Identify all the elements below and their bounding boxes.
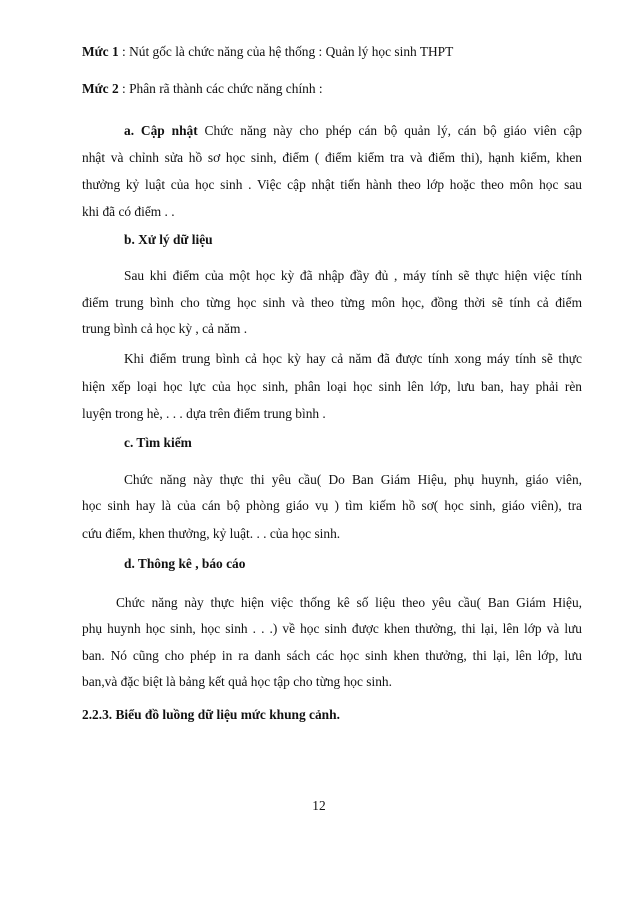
section-c-heading	[124, 434, 624, 452]
section-b-p1-line-1: Sau khi điểm của một học kỳ đã nhập đầy đủ , máy tính sẽ thực hiện việc tính	[124, 268, 582, 283]
section-a-line-2: nhật và chỉnh sửa hồ sơ học sinh, điểm ( điểm kiểm tra và điểm thi), hạnh kiểm, khen	[82, 150, 582, 165]
section-a-line-3: thưởng kỷ luật của học sinh . Việc cập nhật tiến hành theo lớp hoặc theo môn học sau	[82, 177, 582, 192]
level-2-text: : Phân rã thành các chức năng chính :	[118, 81, 323, 96]
section-b-p1-line-3: trung bình cả học kỳ , cả năm .	[82, 321, 248, 336]
section-d-line-1: Chức năng này thực hiện việc thống kê số liệu theo yêu cầu( Ban Giám Hiệu,	[116, 595, 582, 610]
level-2-label: Mức 2	[82, 81, 119, 96]
level-2-line	[82, 80, 582, 98]
section-b-p2-line-1: Khi điểm trung bình cả học kỳ hay cả năm đã được tính xong máy tính sẽ thực	[124, 351, 582, 366]
section-d-line-4: ban,và đặc biệt là bảng kết quả học tập cho từng học sinh.	[82, 674, 392, 689]
section-a-line-1	[124, 122, 582, 140]
level-1-line	[82, 43, 582, 61]
section-c-line-1: Chức năng này thực thi yêu cầu( Do Ban Giám Hiệu, phụ huynh, giáo viên,	[124, 472, 582, 487]
section-d-line-3: ban. Nó cũng cho phép in ra danh sách các học sinh khen thưởng, thi lại, lên lớp, lưu	[82, 648, 582, 663]
level-1-text: : Nút gốc là chức năng của hệ thống : Quản lý học sinh THPT	[118, 44, 454, 59]
section-d-heading	[124, 555, 624, 573]
section-b-p2-line-3: luyện trong hè, . . . dựa trên điểm trung bình .	[82, 406, 326, 421]
section-d-line-2: phụ huynh học sinh, học sinh . . .) về học sinh được khen thưởng, thi lại, lên lớp và lưu	[82, 621, 582, 636]
section-d-heading-text: d. Thông kê , báo cáo	[124, 556, 246, 571]
section-c-line-2: học sinh hay là của cán bộ phòng giáo vụ ) tìm kiếm hồ sơ( học sinh, giáo viên), tra	[82, 498, 582, 513]
section-c-heading-text: c. Tìm kiếm	[124, 435, 192, 450]
section-b-heading-text: b. Xử lý dữ liệu	[124, 232, 213, 247]
section-a-text-1: Chức năng này cho phép cán bộ quản lý, cán bộ giáo viên cập	[197, 123, 582, 138]
section-a-heading: a. Cập nhật	[124, 123, 198, 138]
section-b-heading	[124, 231, 624, 249]
page-number: 12	[312, 798, 326, 813]
section-223-heading-text: 2.2.3. Biểu đồ luồng dữ liệu mức khung cảnh.	[82, 707, 340, 722]
section-b-p1-line-2: điểm trung bình cho từng học sinh và theo từng môn học, đồng thời sẽ tính cả điểm	[82, 295, 582, 310]
section-b-p2-line-2: hiện xếp loại học lực của học sinh, phân loại học sinh lên lớp, lưu ban, hay phải rèn	[82, 379, 582, 394]
section-223-heading	[82, 706, 582, 724]
level-1-label: Mức 1	[82, 44, 119, 59]
section-c-line-3: cứu điểm, khen thưởng, kỷ luật. . . của học sinh.	[82, 526, 341, 541]
section-a-line-4: khi đã có điểm . .	[82, 204, 175, 219]
